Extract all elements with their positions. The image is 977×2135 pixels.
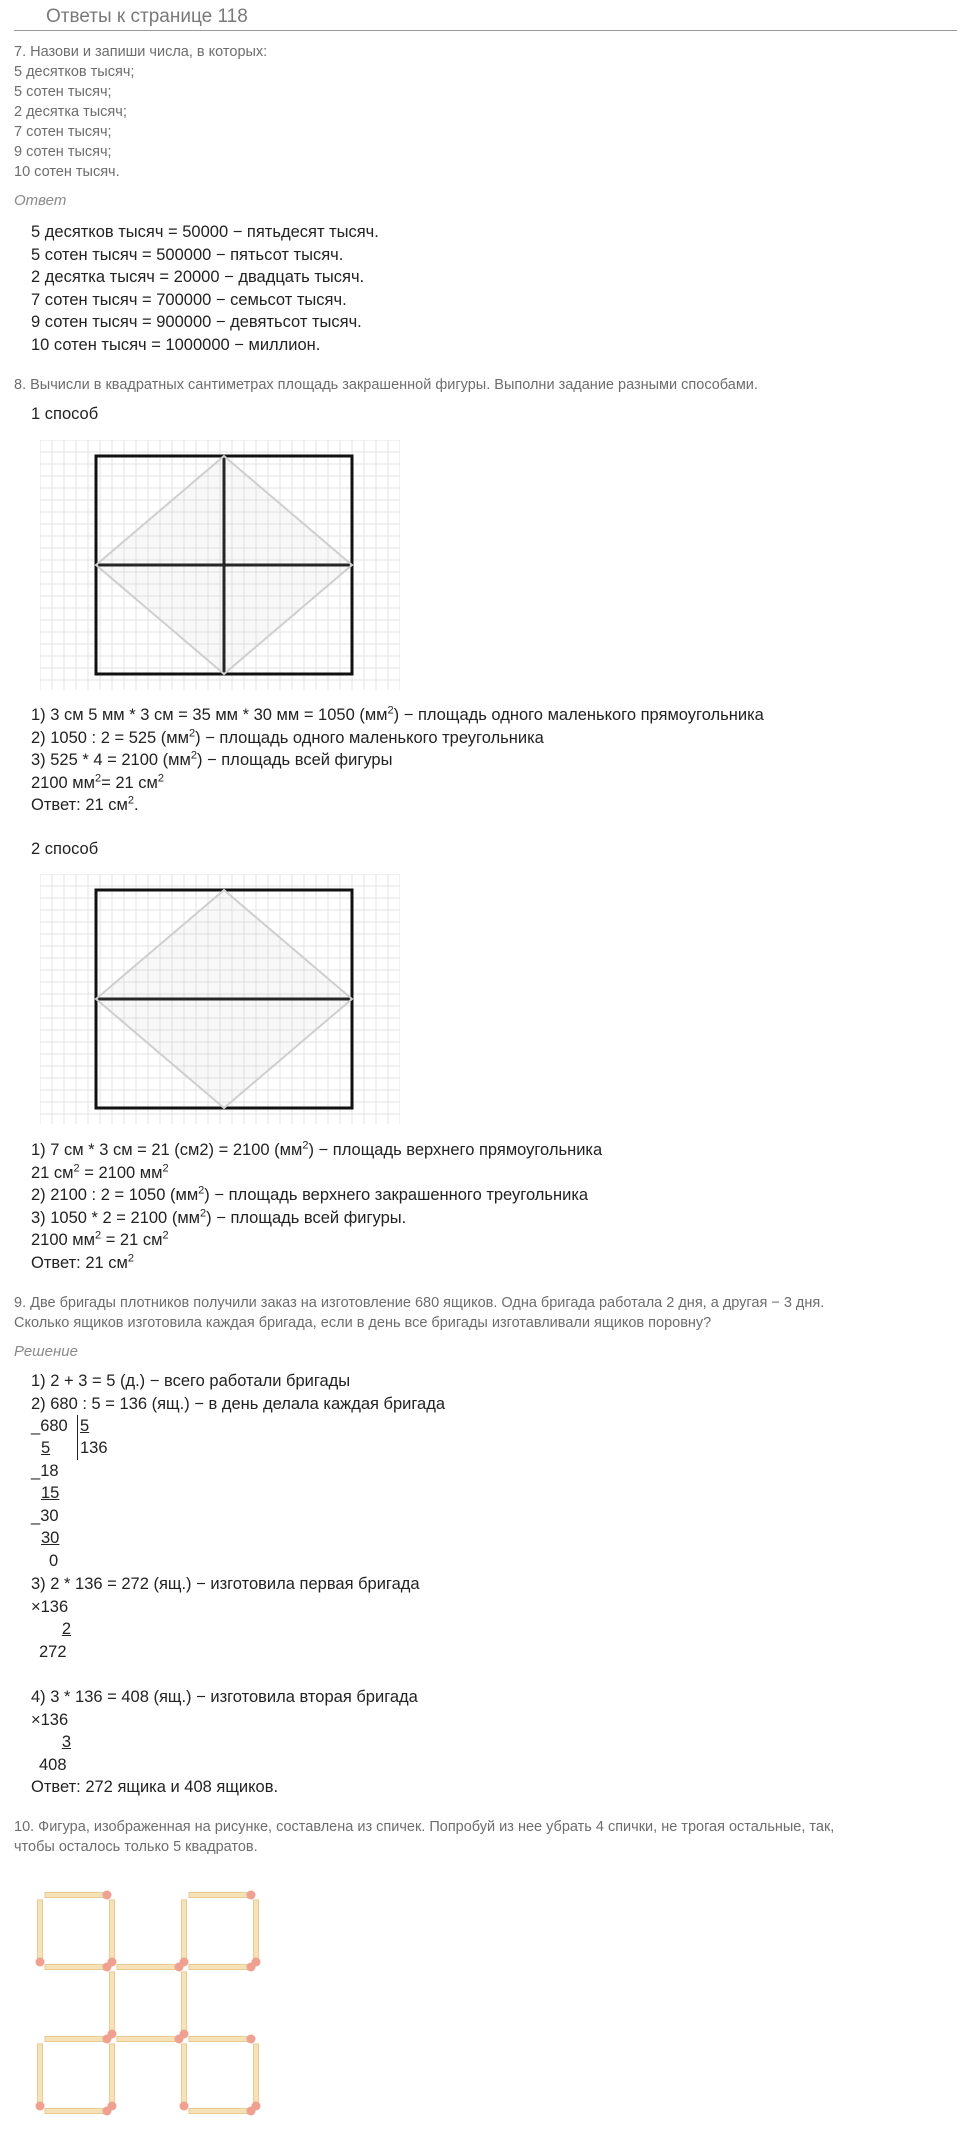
matchstick (45, 1965, 107, 1970)
answer-line: 5 сотен тысяч = 500000 − пятьсот тысяч. (31, 245, 344, 264)
task10-line: 10. Фигура, изображенная на рисунке, составлена из спичек. Попробуй из нее убрать 4 спички, не трогая остальные, так, (14, 1819, 835, 1835)
division-row: 15 (41, 1484, 60, 1502)
task9-solution-label: Решение (14, 1343, 78, 1360)
matchstick (182, 1972, 187, 2034)
title-divider (14, 30, 957, 31)
matchstick (38, 1900, 43, 1962)
answer-line: 9 сотен тысяч = 900000 − девятьсот тысяч. (31, 313, 362, 331)
task9-steps-1 (31, 1370, 445, 1415)
match-head (180, 2102, 189, 2111)
task9-line: Сколько ящиков изготовила каждая бригада, если в день все бригады изготавливали ящиков поровну? (14, 1315, 712, 1331)
division-row: 30 (41, 1529, 60, 1547)
task9-line: 9. Две бригады плотников получили заказ на изготовление 680 ящиков. Одна бригада работала 2 дня, а другая − 3 дня. (14, 1295, 825, 1311)
matchstick (45, 2037, 107, 2042)
mult-row: 2 (61, 1620, 71, 1638)
figure-method2 (40, 874, 400, 1124)
match-head (247, 1891, 256, 1900)
solution-line: 1) 7 см * 3 см = 21 (см2) = 2100 $(мм^2)$ − площадь верхнего прямоугольника (31, 1139, 603, 1159)
task7-text (14, 42, 267, 182)
solution-line: 3) 525 * 4 = 2100 $(мм^2)$ − площадь всей фигуры (31, 749, 393, 769)
match-head (36, 2102, 45, 2111)
division-row: _18 (31, 1462, 59, 1480)
solution-line: 2100 $мм^2 = 21$ $см^2$ (31, 1229, 169, 1249)
answer-line: Ответ: 272 ящика и 408 ящиков. (31, 1778, 279, 1796)
solution-line: 2) 2100 : 2 = 1050 $(мм^2)$ − площадь верхнего закрашенного треугольника (31, 1184, 589, 1204)
matchstick-figure (20, 1880, 320, 2130)
division-row: _30 (31, 1507, 59, 1525)
matchstick (110, 1900, 115, 1962)
matchstick (189, 2037, 251, 2042)
matchstick (189, 1893, 251, 1898)
mult-result: 408 (39, 1756, 67, 1774)
matchstick (110, 1972, 115, 2034)
mult-row: 3 (61, 1733, 71, 1751)
method1-label: 1 способ (31, 405, 99, 423)
matchstick (38, 2044, 43, 2106)
multiplication-2 (31, 1709, 111, 1779)
answer-line: 5 десятков тысяч = 50000 − пятьдесят тысяч. (31, 223, 379, 241)
solution-line: 2100 $мм^2= 21$ $см^2$ (31, 772, 164, 792)
match-head (175, 1963, 184, 1972)
task7-line: 7. Назови и запиши числа, в которых: (14, 44, 268, 60)
match-head (252, 2102, 261, 2111)
solution-line: 4) 3 * 136 = 408 (ящ.) − изготовила вторая бригада (31, 1688, 418, 1706)
shaded-rhombus (96, 456, 352, 674)
solution-line: Ответ: 21 $см^2$. (31, 794, 139, 814)
solution-line: 2) 1050 : 2 = 525 $(мм^2)$ − площадь одного маленького треугольника (31, 727, 544, 747)
matchstick (254, 1900, 259, 1962)
division-quotient: 136 (77, 1437, 108, 1460)
division-dividend-row: _680 (31, 1417, 68, 1435)
task9-answer (31, 1776, 278, 1799)
task10-text (14, 1817, 834, 1857)
task8-text (14, 375, 758, 395)
match-head (108, 1958, 117, 1967)
solution-line: Ответ: 21 $см^2$ (31, 1252, 134, 1272)
page-title: Ответы к странице 118 (46, 6, 248, 27)
multiplication-1 (31, 1596, 111, 1666)
solution-line: 2) 680 : 5 = 136 (ящ.) − в день делала каждая бригада (31, 1394, 446, 1413)
matchstick (182, 2044, 187, 2106)
solution-line: 1) 2 + 3 = 5 (д.) − всего работали бригады (31, 1372, 351, 1390)
solution-line: 3) 1050 * 2 = 2100 $(мм^2)$ − площадь всей фигуры. (31, 1207, 407, 1227)
figure-method1 (40, 440, 400, 690)
answer-line: 7 сотен тысяч = 700000 − семьсот тысяч. (31, 290, 347, 309)
task9-step-3 (31, 1573, 420, 1596)
task10-line: чтобы осталось только 5 квадратов. (14, 1839, 258, 1855)
matchstick (117, 2037, 179, 2042)
match-head (180, 2030, 189, 2039)
method2-solution (31, 1139, 602, 1274)
answer-line: 10 сотен тысяч = 1000000 − миллион. (31, 335, 321, 354)
task9-text (14, 1293, 824, 1333)
matchstick (254, 2044, 259, 2106)
task8-line: 8. Вычисли в квадратных сантиметрах площадь закрашенной фигуры. Выполни задание разными способами. (14, 377, 758, 393)
division-divisor: 5 (77, 1415, 98, 1438)
matchstick (45, 1893, 107, 1898)
shaded-rhombus (96, 890, 352, 1108)
division-row: 0 (49, 1552, 59, 1570)
match-head (103, 1891, 112, 1900)
task7-line: 5 десятков тысяч; (14, 64, 135, 80)
solution-line: 1) 3 см 5 мм * 3 см = 35 мм * 30 мм = 1050 $(мм^2)$ − площадь одного маленького прямоугольника (31, 704, 764, 724)
mult-result: 272 (39, 1643, 67, 1661)
matchstick (189, 2109, 251, 2114)
task7-answers (31, 221, 379, 356)
match-head (252, 1958, 261, 1967)
match-head (36, 1958, 45, 1967)
task9-step-4 (31, 1686, 418, 1709)
matchstick (117, 1965, 179, 1970)
match-head (103, 2035, 112, 2044)
solution-line: 21 $см^2 = 2100$ $мм^2$ (31, 1162, 169, 1182)
long-division (31, 1415, 151, 1575)
matchstick (45, 2109, 107, 2114)
answer-line: 2 десятка тысяч = 20000 − двадцать тысяч. (31, 268, 365, 286)
matchstick (182, 1900, 187, 1962)
matchstick (110, 2044, 115, 2106)
division-row: 5 (41, 1439, 51, 1457)
matchstick (189, 1965, 251, 1970)
match-head (247, 2035, 256, 2044)
task7-line: 10 сотен тысяч. (14, 164, 120, 180)
task7-line: 9 сотен тысяч; (14, 144, 112, 160)
method1-solution (31, 704, 764, 817)
solution-line: 3) 2 * 136 = 272 (ящ.) − изготовила первая бригада (31, 1575, 420, 1593)
task7-line: 7 сотен тысяч; (14, 124, 112, 140)
task7-answer-label: Ответ (14, 192, 67, 209)
task7-line: 5 сотен тысяч; (14, 84, 112, 100)
match-head (108, 2102, 117, 2111)
mult-row: ×136 (31, 1711, 69, 1729)
method2-label: 2 способ (31, 840, 99, 858)
task7-line: 2 десятка тысяч; (14, 104, 127, 120)
mult-row: ×136 (31, 1598, 69, 1616)
